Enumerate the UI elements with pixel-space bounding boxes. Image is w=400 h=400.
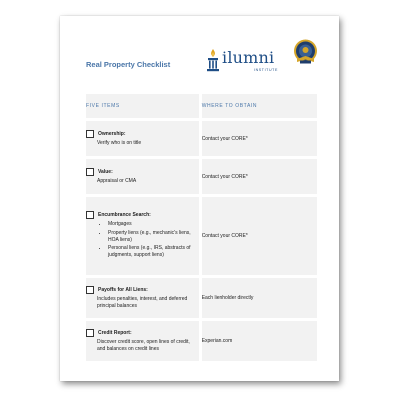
where-cell: Contact your CORE* <box>202 159 317 194</box>
where-cell: Each lienholder directly <box>202 278 317 318</box>
list-item: • Personal liens (e.g., IRS, abstracts of judgments, support liens) <box>108 245 199 259</box>
checklist-table <box>86 91 317 364</box>
ownership-checkbox[interactable] <box>86 130 94 138</box>
where-cell: Contact your CORE* <box>202 121 317 156</box>
seal-icon <box>293 39 318 65</box>
item-description: Verify who is on title <box>97 140 142 146</box>
credit-report-checkbox[interactable] <box>86 329 94 337</box>
checklist-page <box>60 16 339 381</box>
column-header-where-to-obtain: WHERE TO OBTAIN <box>202 94 317 118</box>
column-header-five-items: FIVE ITEMS <box>86 94 202 118</box>
table-header-row <box>86 94 317 118</box>
payoffs-checkbox[interactable] <box>86 286 94 294</box>
document-header <box>60 16 339 76</box>
table-row <box>86 197 317 275</box>
item-cell <box>86 321 202 361</box>
table-row <box>86 321 317 361</box>
item-cell <box>86 159 202 194</box>
item-title: Encumbrance Search: <box>98 211 151 218</box>
item-cell <box>86 121 202 156</box>
where-cell: Experian.com <box>202 321 317 361</box>
ilumni-logo <box>205 48 290 78</box>
logo-wordmark: ilumni <box>222 48 275 67</box>
where-cell: Contact your CORE* <box>202 197 317 275</box>
logo-subtitle: INSTITUTE <box>254 68 278 72</box>
encumbrance-search-checkbox[interactable] <box>86 211 94 219</box>
bullet-list <box>86 221 199 259</box>
torch-icon <box>205 48 221 74</box>
value-checkbox[interactable] <box>86 168 94 176</box>
item-description: Discover credit score, open lines of credit, and balances on credit lines <box>97 339 190 352</box>
item-title: Value: <box>98 168 113 175</box>
item-title: Payoffs for All Liens: <box>98 286 148 293</box>
item-cell <box>86 197 202 275</box>
page-title: Real Property Checklist <box>86 60 171 69</box>
table-row <box>86 278 317 318</box>
list-item: • Property liens (e.g., mechanic's liens, HOA liens) <box>108 230 199 244</box>
item-title: Credit Report: <box>98 329 132 336</box>
table-row <box>86 121 317 156</box>
item-title: Ownership: <box>98 130 126 137</box>
item-description: Appraisal or CMA <box>97 178 137 184</box>
table-row <box>86 159 317 194</box>
list-item: • Mortgages <box>108 221 199 228</box>
item-description: Includes penalties, interest, and deferred principal balances <box>97 296 188 309</box>
item-cell <box>86 278 202 318</box>
